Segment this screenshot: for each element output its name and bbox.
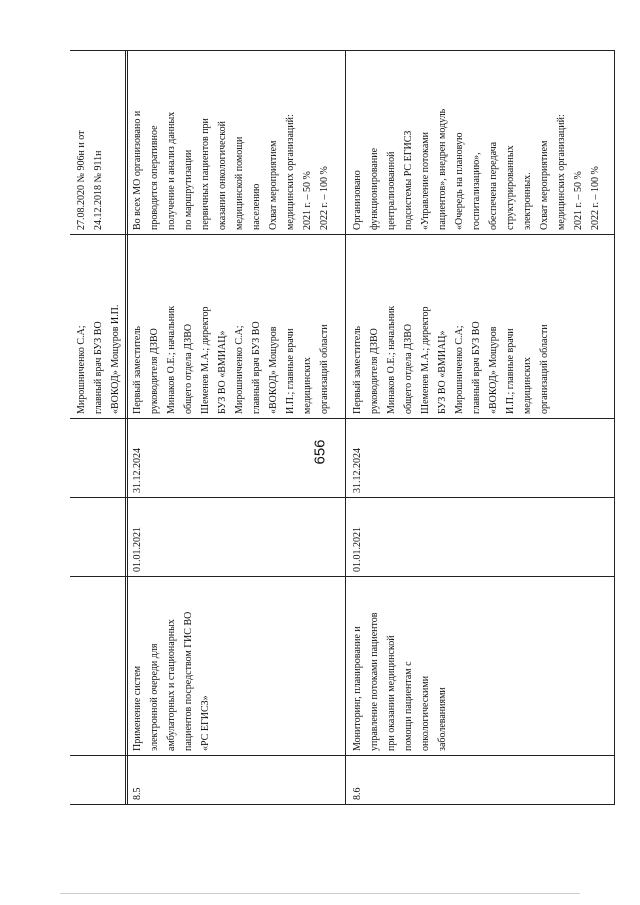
end-date-cell: 31.12.2024 <box>346 419 615 498</box>
responsible-cell: Первый заместитель руководителя ДЗВО Минаков О.Е.; начальник общего отдела ДЗВО Шеменев М.А.; директор БУЗ ВО «ВМИАЦ» Мирошниченко С.А; главный врач БУЗ ВО «ВОКОД» Мощуров И.П.; главные врачи медицинских организаций области <box>346 235 615 419</box>
item-name-cell: Мониторинг, планирование и управление потоками пациентов при оказании медицинской помощи пациентам с онкологическими заболеваниями <box>346 577 615 756</box>
item-number-cell: 8.6 <box>346 756 615 805</box>
start-date-cell: 01.01.2021 <box>346 498 615 577</box>
result-cell: Организовано функционирование централизованной подсистемы РС ЕГИСЗ «Управление потоками пациентов», внедрен модуль «Очередь на плановую госпитализацию», обеспечена передача структурированных электронных. Охват мероприятием медицинских организаций: 2021 г. – 50 % 2022 г. – 100 % <box>346 51 615 235</box>
continuation-row <box>70 105 125 805</box>
item-number-cell: 8.5 <box>126 756 346 805</box>
page-edge-line <box>60 893 580 894</box>
start-date-cell: 01.01.2021 <box>126 498 346 577</box>
responsible-cell: Мирошниченко С.А; главный врач БУЗ ВО «ВОКОД» Мощуров И.П. <box>70 235 128 419</box>
result-cell: 27.08.2020 № 906н и от 24.12.2018 № 911н <box>70 51 128 235</box>
table-row <box>346 51 615 805</box>
table-row <box>126 51 346 805</box>
item-name-cell: Применение систем электронной очереди для амбулаторных и стационарных пациентов посредством ГИС ВО «РС ЕГИСЗ» <box>126 577 346 756</box>
end-date-cell: 31.12.2024 <box>126 419 346 498</box>
responsible-cell: Первый заместитель руководителя ДЗВО Минаков О.Е.; начальник общего отдела ДЗВО Шеменев М.А.; директор БУЗ ВО «ВМИАЦ» Мирошниченко С.А; главный врач БУЗ ВО «ВОКОД» Мощуров И.П.; главные врачи медицинских организаций области <box>126 235 346 419</box>
page-number: 656 <box>311 439 329 465</box>
rotated-table-frame <box>70 105 615 805</box>
table-row <box>70 51 128 805</box>
plan-table <box>125 105 615 805</box>
result-cell: Во всех МО организовано и проводится оперативное получение и анализ данных по маршрутизации первичных пациентов при оказании онкологической медицинской помощи населению Охват мероприятием медицинских организаций: 2021 г. – 50 % 2022 г. – 100 % <box>126 51 346 235</box>
